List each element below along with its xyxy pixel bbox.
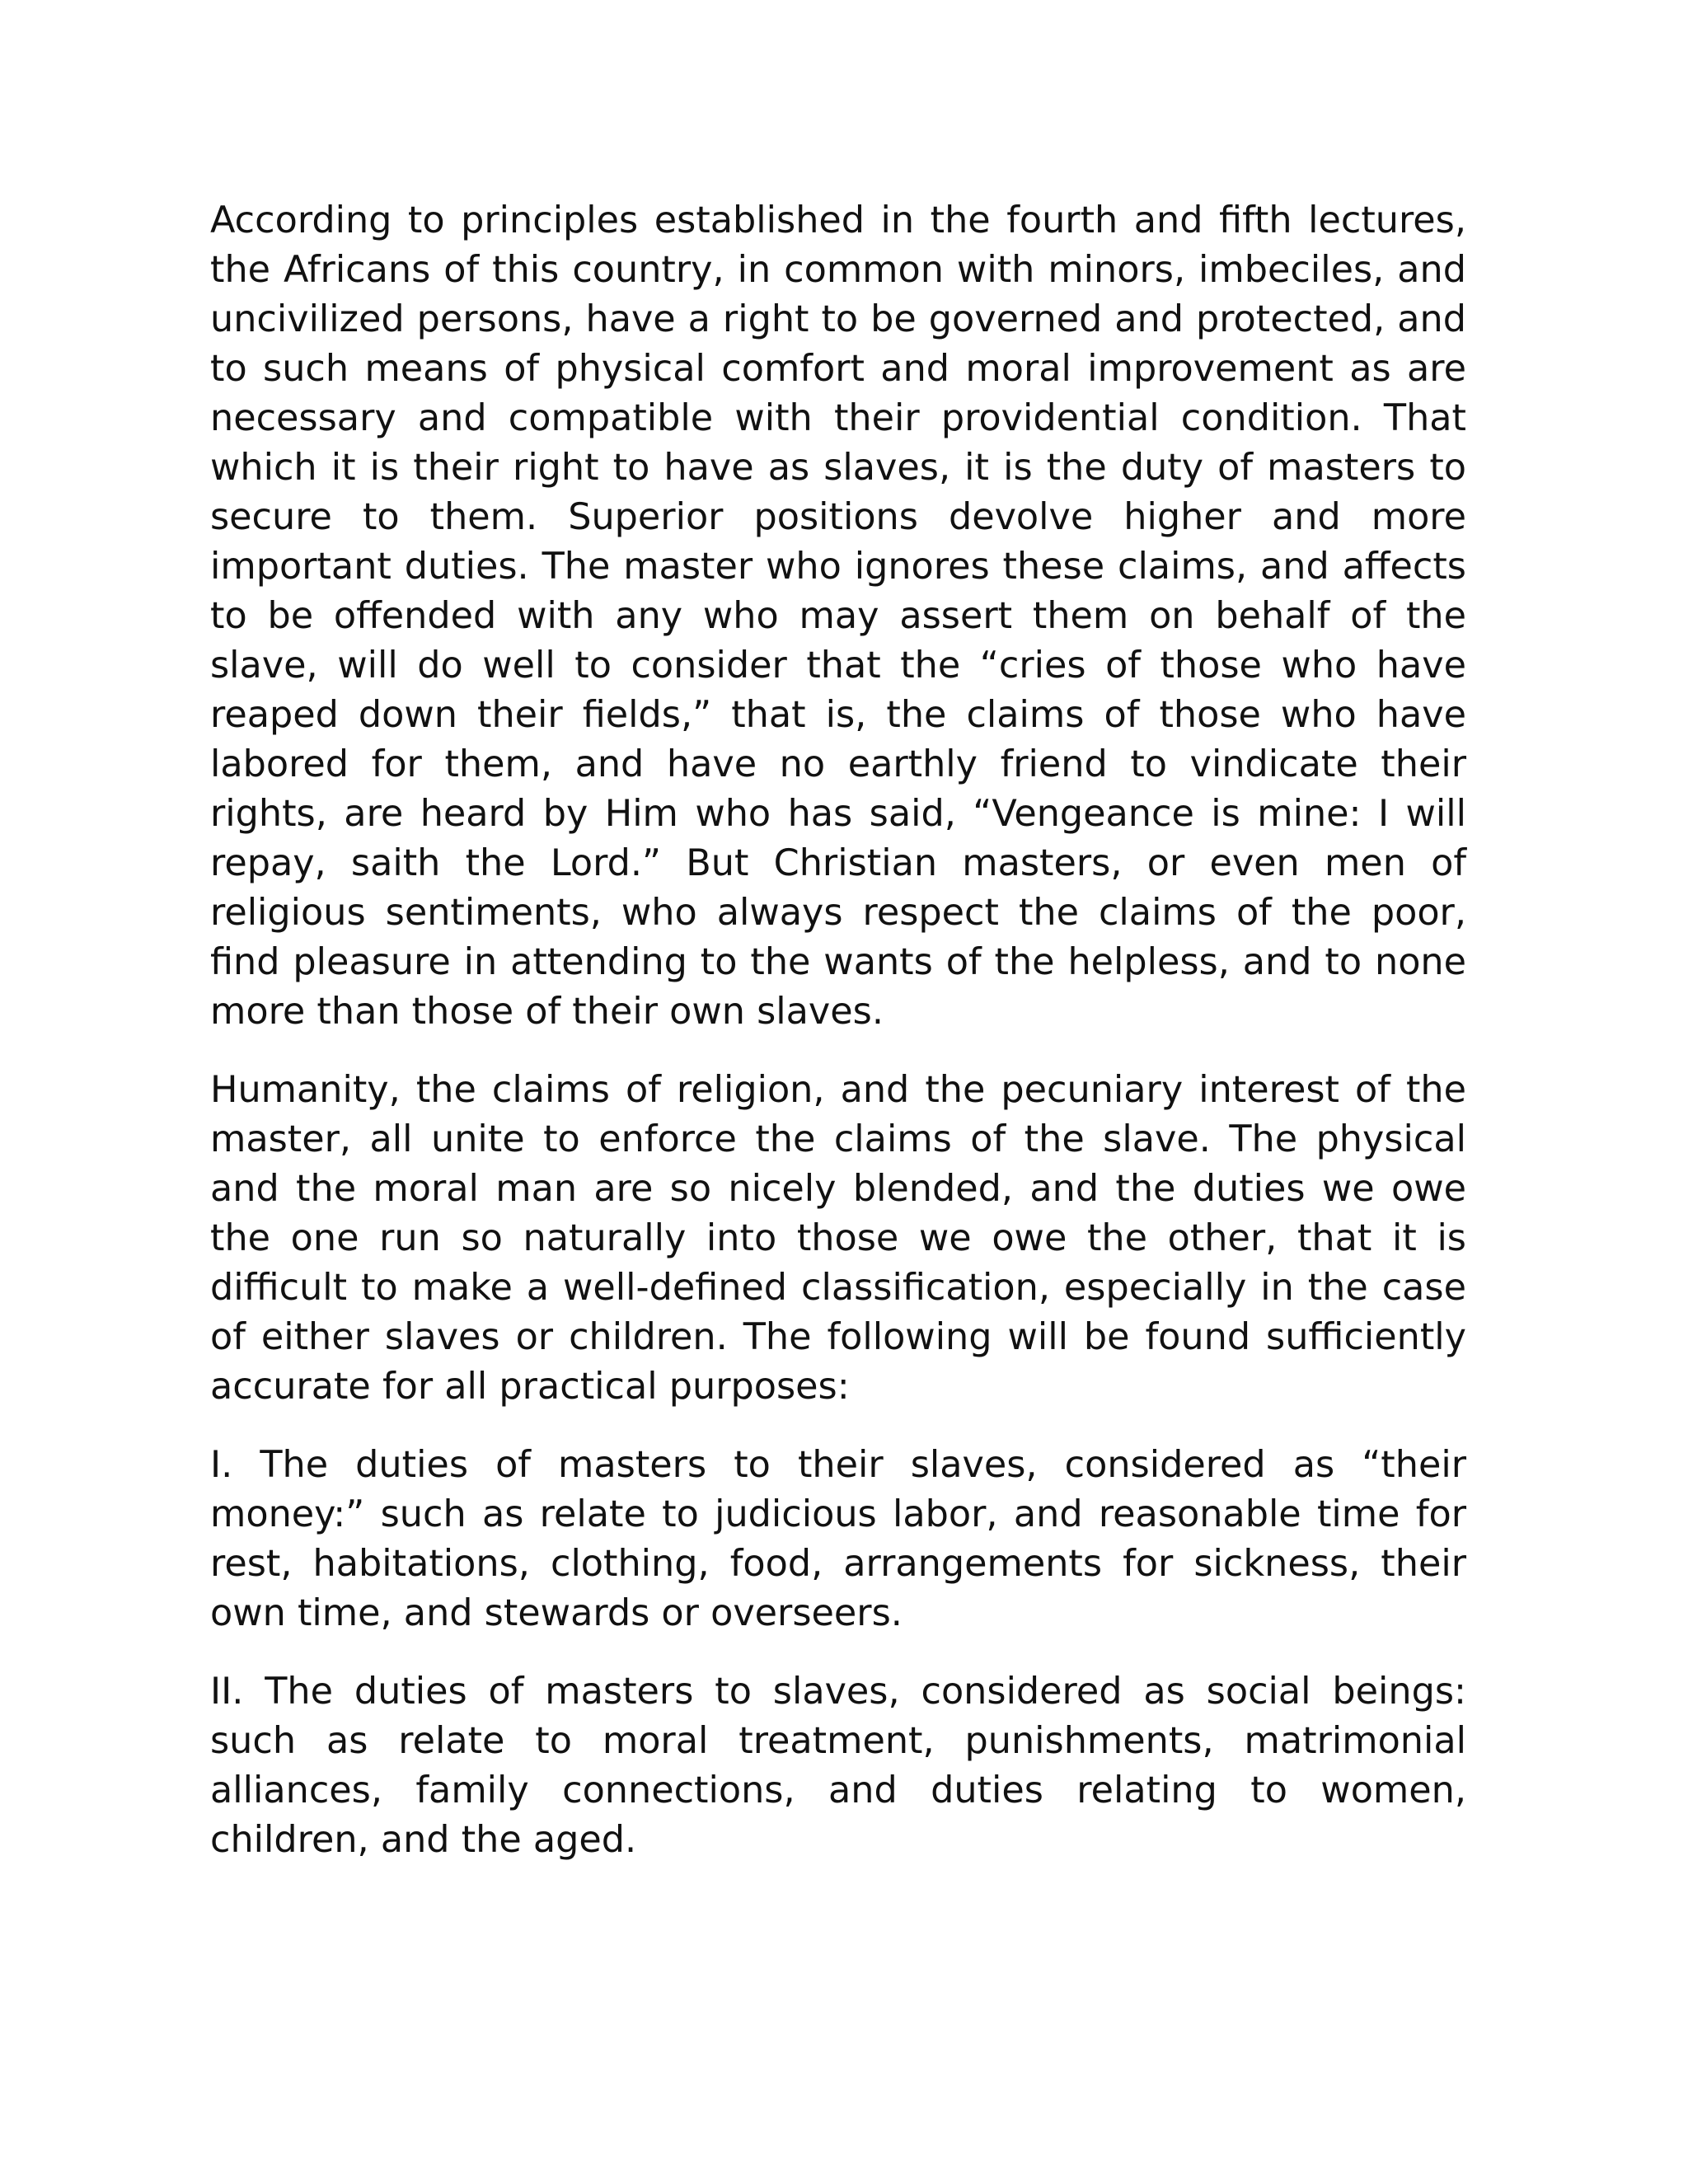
paragraph-4: II. The duties of masters to slaves, considered as social beings: such as relate to moral treatment, punishments, matrimonial alliances, family connections, and duties relating to women, children, and the aged.: [210, 1671, 1466, 1861]
paragraph-3: I. The duties of masters to their slaves, considered as “their money:” such as relate to judicious labor, and reasonable time for rest, habitations, clothing, food, arrangements for sickness, their own time, and stewards or overseers.: [210, 1444, 1466, 1634]
body-text: [210, 196, 1466, 1894]
paragraph-2: Humanity, the claims of religion, and the pecuniary interest of the master, all unite to enforce the claims of the slave. The physical and the moral man are so nicely blended, and the duties we owe the one run so naturally into those we owe the other, that it is difficult to make a well-defined classification, especially in the case of either slaves or children. The following will be found sufficiently accurate for all practical purposes:: [210, 1069, 1466, 1408]
paragraph-1: According to principles established in the fourth and fifth lectures, the Africans of this country, in common with minors, imbeciles, and uncivilized persons, have a right to be governed and protected, and to such means of physical comfort and moral improvement as are necessary and compatible with their providential condition. That which it is their right to have as slaves, it is the duty of masters to secure to them. Superior positions devolve higher and more important duties. The master who ignores these claims, and affects to be offended with any who may assert them on behalf of the slave, will do well to consider that the “cries of those who have reaped down their fields,” that is, the claims of those who have labored for them, and have no earthly friend to vindicate their rights, are heard by Him who has said, “Vengeance is mine: I will repay, saith the Lord.” But Christian masters, or even men of religious sentiments, who always respect the claims of the poor, find pleasure in attending to the wants of the helpless, and to none more than those of their own slaves.: [210, 199, 1466, 1033]
